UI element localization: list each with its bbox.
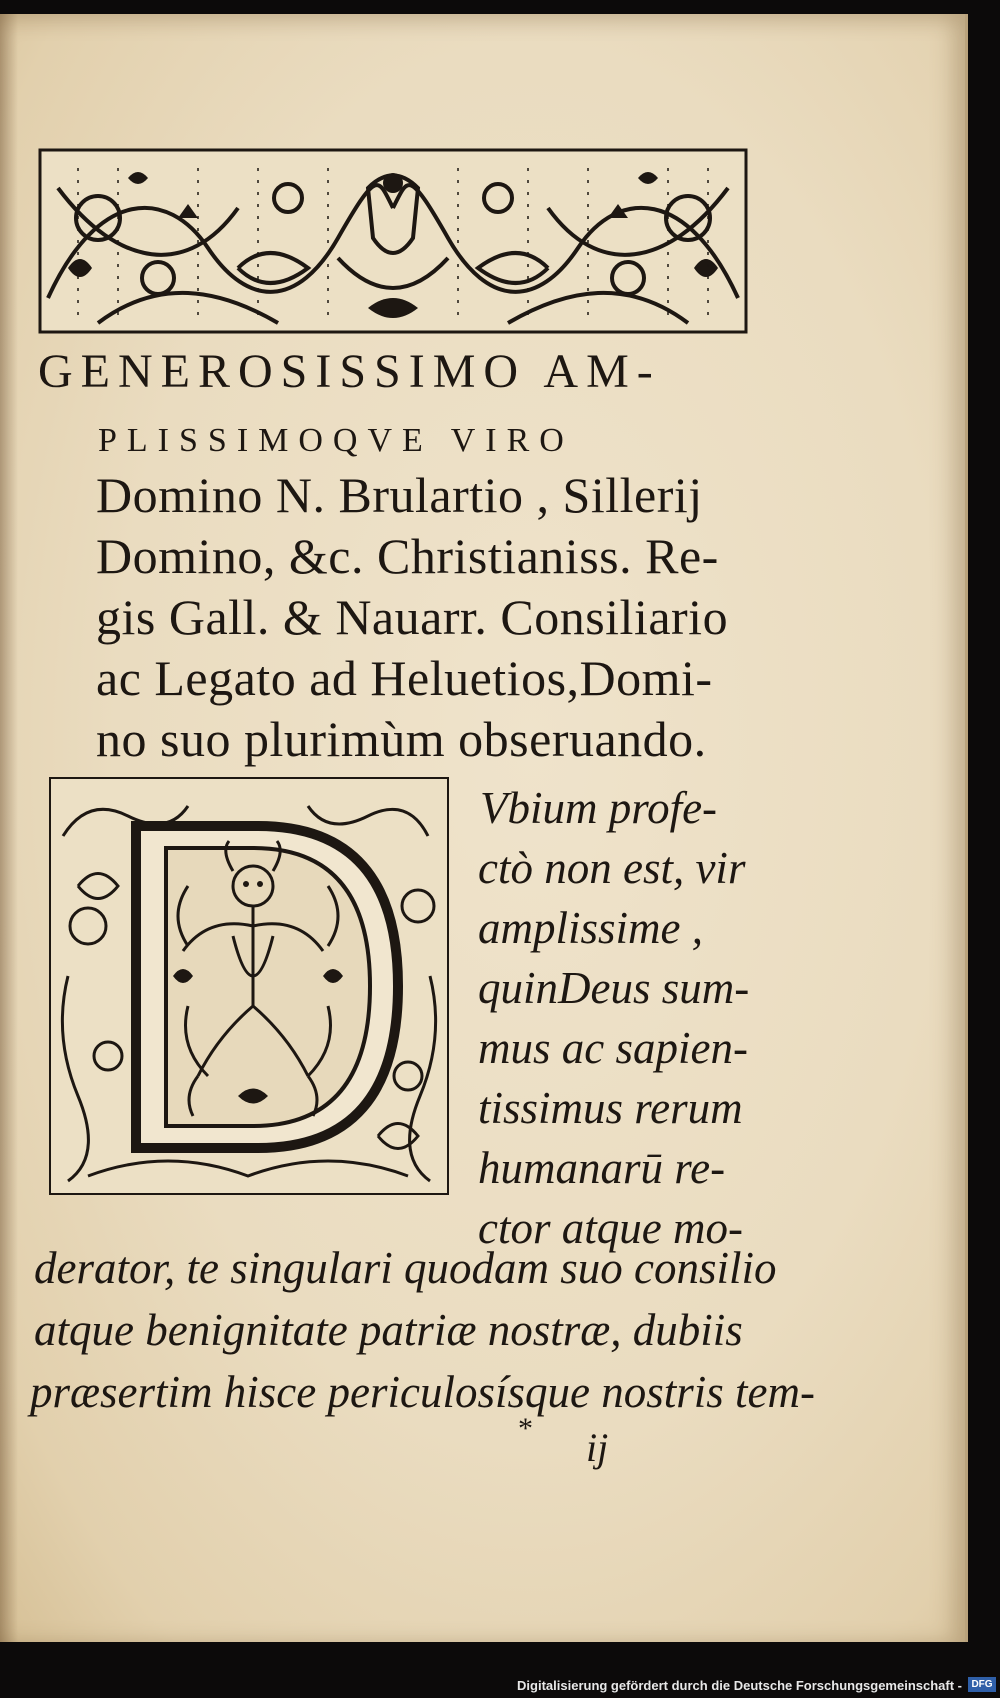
book-page	[0, 14, 968, 1642]
body-line-8: ctor atque mo-	[478, 1203, 743, 1253]
signature-star: *	[518, 1412, 533, 1445]
heading-line-5: gis Gall. & Nauarr. Consiliario	[96, 589, 729, 645]
heading-line-1: GENEROSISSIMO AM-	[38, 345, 661, 398]
body-line-9: derator, te singulari quodam suo consilio	[34, 1243, 777, 1293]
heading-line-4: Domino, &c. Christianiss. Re-	[96, 528, 719, 584]
heading-line-3: Domino N. Brulartio , Sillerij	[96, 467, 703, 523]
body-line-10: atque benignitate patriæ nostræ, dubiis	[34, 1305, 743, 1355]
decorated-initial-d	[48, 776, 450, 1196]
dfg-logo: DFG	[968, 1677, 996, 1692]
digitization-footer	[0, 1670, 1000, 1698]
body-line-11: præsertim hisce periculosísque nostris tem-	[30, 1367, 815, 1417]
heading-line-6: ac Legato ad Heluetios,Domi-	[96, 650, 713, 706]
body-line-4: quinDeus sum-	[478, 963, 750, 1013]
heading-line-7: no suo plurimùm obseruando.	[96, 711, 707, 767]
body-line-5: mus ac sapien-	[478, 1023, 748, 1073]
footer-credit: Digitalisierung gefördert durch die Deutsche Forschungsgemeinschaft -	[517, 1678, 962, 1693]
body-line-6: tissimus rerum	[478, 1083, 743, 1133]
ornamental-headpiece	[38, 148, 748, 334]
body-line-1: Vbium profe-	[480, 783, 718, 833]
body-line-3: amplissime ,	[478, 903, 703, 953]
body-line-2: ctò non est, vir	[478, 843, 746, 893]
signature-mark: ij	[586, 1425, 609, 1470]
spine-shadow	[0, 14, 18, 1642]
heading-line-2: PLISSIMOQVE VIRO	[98, 422, 574, 459]
body-line-7: humanarū re-	[478, 1143, 726, 1193]
